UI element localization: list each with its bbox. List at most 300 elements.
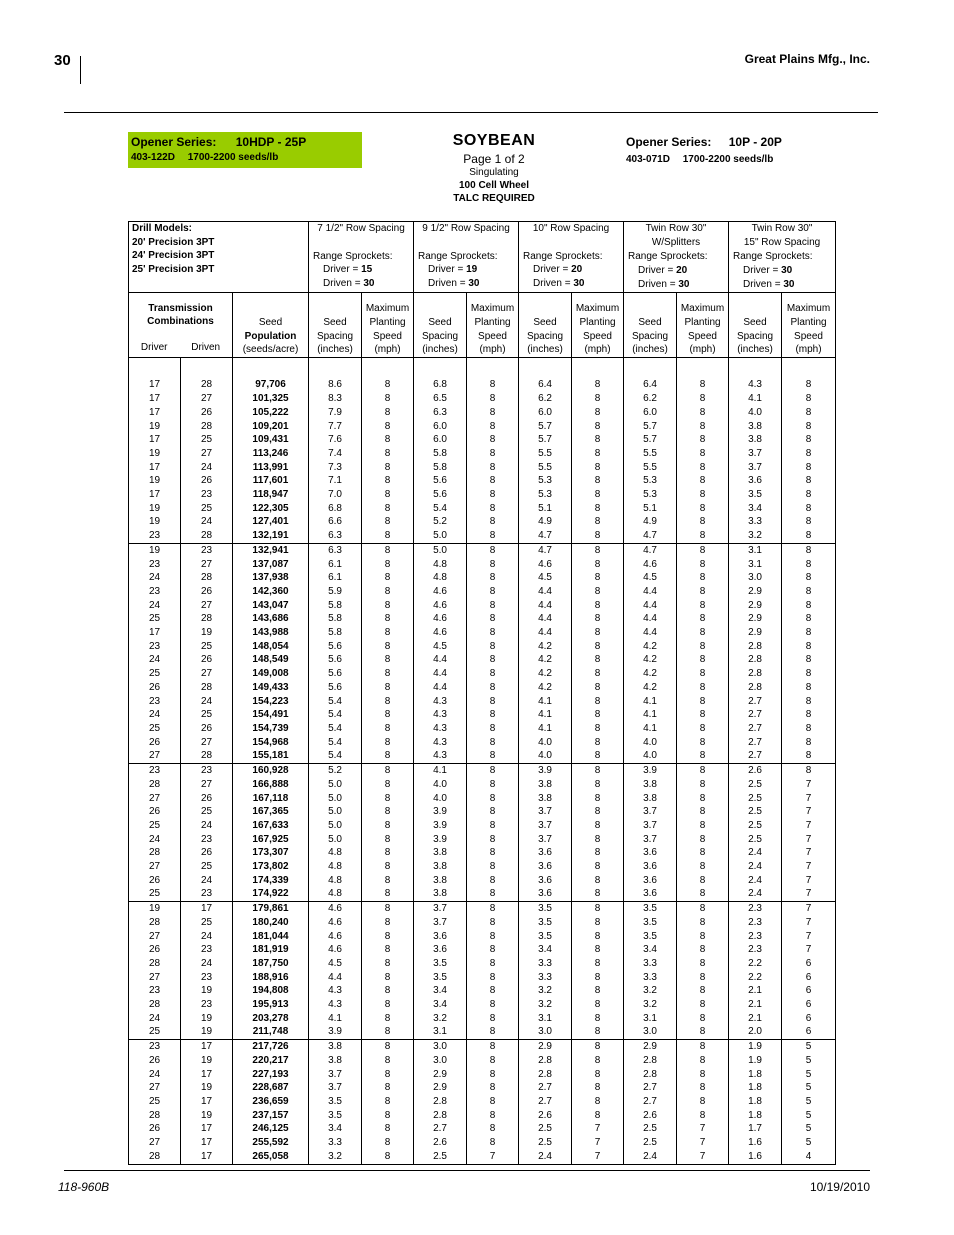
table-cell: 3.7 bbox=[729, 447, 782, 461]
left-opener-seeds: 1700-2200 seeds/lb bbox=[187, 152, 279, 163]
table-cell: 25 bbox=[129, 722, 181, 736]
seed-population-cell: 154,223 bbox=[233, 695, 309, 709]
table-cell: 8 bbox=[572, 406, 624, 420]
table-cell: 2.6 bbox=[519, 1109, 572, 1123]
table-cell: 26 bbox=[129, 805, 181, 819]
table-cell: 24 bbox=[181, 515, 233, 529]
seed-population-cell: 137,938 bbox=[233, 571, 309, 585]
table-cell: 8 bbox=[572, 433, 624, 447]
table-cell: 8 bbox=[467, 998, 519, 1012]
table-cell: 5 bbox=[782, 1095, 836, 1109]
table-cell: 6 bbox=[782, 957, 836, 971]
seed-population-cell: 142,360 bbox=[233, 585, 309, 599]
table-cell: 2.6 bbox=[624, 1109, 677, 1123]
table-cell: 8 bbox=[362, 1012, 414, 1026]
seed-population-cell: 97,706 bbox=[233, 378, 309, 392]
table-cell: 4.5 bbox=[624, 571, 677, 585]
table-cell: 8 bbox=[677, 1109, 729, 1123]
table-cell: 8 bbox=[677, 695, 729, 709]
table-cell: 5 bbox=[782, 1136, 836, 1150]
table-cell: 4.8 bbox=[309, 874, 362, 888]
table-cell: 3.9 bbox=[414, 805, 467, 819]
table-cell: 19 bbox=[129, 502, 181, 516]
table-cell: 8 bbox=[362, 433, 414, 447]
driven-sprocket: 30 bbox=[678, 278, 690, 290]
table-cell: 3.5 bbox=[414, 957, 467, 971]
table-cell: 8 bbox=[362, 695, 414, 709]
table-cell: 2.5 bbox=[729, 805, 782, 819]
table-row bbox=[129, 681, 836, 695]
table-cell: 8 bbox=[467, 805, 519, 819]
seed-population-cell: 143,047 bbox=[233, 599, 309, 613]
table-cell: 8 bbox=[572, 930, 624, 944]
table-row bbox=[129, 764, 836, 778]
table-cell: 19 bbox=[129, 474, 181, 488]
table-cell: 3.9 bbox=[624, 764, 677, 778]
table-cell: 5.0 bbox=[309, 778, 362, 792]
table-cell: 4.0 bbox=[624, 736, 677, 750]
table-cell: 8 bbox=[572, 1025, 624, 1039]
table-cell: 7.0 bbox=[309, 488, 362, 502]
table-cell: 4.6 bbox=[414, 626, 467, 640]
table-row bbox=[129, 930, 836, 944]
table-cell: 8 bbox=[362, 474, 414, 488]
table-cell: 8 bbox=[572, 392, 624, 406]
table-row bbox=[129, 695, 836, 709]
table-cell: 25 bbox=[181, 640, 233, 654]
table-cell: 4.1 bbox=[624, 708, 677, 722]
table-cell: 7 bbox=[677, 1136, 729, 1150]
table-cell: 8 bbox=[467, 792, 519, 806]
table-cell: 2.9 bbox=[519, 1040, 572, 1054]
table-cell: 8 bbox=[467, 474, 519, 488]
table-cell: 27 bbox=[181, 667, 233, 681]
table-cell: 3.4 bbox=[414, 984, 467, 998]
table-cell: 23 bbox=[129, 558, 181, 572]
table-cell: 4.2 bbox=[624, 653, 677, 667]
table-cell: 8 bbox=[677, 957, 729, 971]
table-cell: 8 bbox=[467, 681, 519, 695]
table-cell: 8 bbox=[782, 749, 836, 763]
table-cell: 8 bbox=[782, 708, 836, 722]
table-cell: 3.3 bbox=[729, 515, 782, 529]
table-cell: 2.3 bbox=[729, 930, 782, 944]
table-cell: 6 bbox=[782, 1025, 836, 1039]
seed-population-cell: 188,916 bbox=[233, 971, 309, 985]
table-cell: 4.2 bbox=[624, 667, 677, 681]
table-cell: 6.8 bbox=[309, 502, 362, 516]
seed-population-cell: 143,988 bbox=[233, 626, 309, 640]
table-cell: 4.8 bbox=[309, 860, 362, 874]
seed-population-cell: 148,549 bbox=[233, 653, 309, 667]
table-cell: 2.3 bbox=[729, 902, 782, 916]
table-cell: 3.1 bbox=[729, 558, 782, 572]
table-cell: 5.1 bbox=[624, 502, 677, 516]
table-cell: 24 bbox=[129, 653, 181, 667]
table-cell: 4.6 bbox=[309, 916, 362, 930]
table-cell: 3.7 bbox=[309, 1081, 362, 1095]
table-row bbox=[129, 792, 836, 806]
table-cell: 23 bbox=[181, 971, 233, 985]
table-cell: 3.6 bbox=[519, 846, 572, 860]
table-cell: 5 bbox=[782, 1122, 836, 1136]
table-cell: 8 bbox=[677, 585, 729, 599]
table-cell: 8 bbox=[677, 543, 729, 557]
table-cell: 8 bbox=[467, 1040, 519, 1054]
table-cell: 8 bbox=[677, 874, 729, 888]
range-sprockets: Range Sprockets: Driver = 20 Driven = 30 bbox=[628, 251, 708, 290]
driven-column-header: Driven bbox=[191, 342, 221, 354]
seed-population-cell: 137,087 bbox=[233, 558, 309, 572]
table-cell: 8 bbox=[362, 1122, 414, 1136]
table-cell: 28 bbox=[129, 916, 181, 930]
table-header-models bbox=[129, 222, 836, 293]
table-cell: 8 bbox=[782, 612, 836, 626]
table-cell: 8 bbox=[362, 1150, 414, 1164]
seed-population-cell: 127,401 bbox=[233, 515, 309, 529]
table-cell: 4.0 bbox=[414, 778, 467, 792]
table-cell: 8 bbox=[467, 846, 519, 860]
table-row bbox=[129, 833, 836, 847]
table-cell: 4.3 bbox=[729, 378, 782, 392]
table-row bbox=[129, 860, 836, 874]
table-cell: 8 bbox=[572, 420, 624, 434]
table-cell: 3.5 bbox=[624, 916, 677, 930]
table-cell: 6.4 bbox=[519, 378, 572, 392]
table-cell: 5 bbox=[782, 1068, 836, 1082]
table-cell: 8 bbox=[677, 1040, 729, 1054]
table-cell: 8 bbox=[467, 943, 519, 957]
table-cell: 1.9 bbox=[729, 1040, 782, 1054]
table-row bbox=[129, 1109, 836, 1123]
table-cell: 3.5 bbox=[309, 1109, 362, 1123]
table-cell: 8 bbox=[782, 667, 836, 681]
company-name: Great Plains Mfg., Inc. bbox=[744, 52, 870, 66]
table-cell: 5.4 bbox=[309, 749, 362, 763]
table-cell: 8 bbox=[572, 515, 624, 529]
header-rule bbox=[64, 112, 878, 113]
table-cell: 8 bbox=[677, 902, 729, 916]
table-cell: 8 bbox=[572, 860, 624, 874]
table-cell: 8 bbox=[362, 998, 414, 1012]
seed-population-cell: 160,928 bbox=[233, 764, 309, 778]
max-speed-header: Maximum Planting Speed (mph) bbox=[677, 292, 729, 357]
table-cell: 8 bbox=[572, 984, 624, 998]
table-cell: 24 bbox=[181, 819, 233, 833]
seed-population-cell: 113,991 bbox=[233, 461, 309, 475]
table-cell: 17 bbox=[129, 406, 181, 420]
range-sprockets: Range Sprockets: Driver = 19 Driven = 30 bbox=[418, 250, 498, 290]
driver-column-header: Driver bbox=[140, 342, 168, 354]
seed-population-cell: 143,686 bbox=[233, 612, 309, 626]
table-cell: 8 bbox=[467, 420, 519, 434]
right-opener-box bbox=[626, 135, 846, 165]
table-cell: 7 bbox=[782, 902, 836, 916]
table-cell: 8 bbox=[677, 392, 729, 406]
table-row bbox=[129, 984, 836, 998]
table-cell: 8 bbox=[362, 502, 414, 516]
table-cell: 3.2 bbox=[729, 529, 782, 543]
table-cell: 8 bbox=[362, 749, 414, 763]
table-cell: 2.5 bbox=[519, 1136, 572, 1150]
table-cell: 8 bbox=[677, 447, 729, 461]
table-cell: 8 bbox=[782, 420, 836, 434]
seed-population-cell: 180,240 bbox=[233, 916, 309, 930]
table-cell: 3.3 bbox=[624, 971, 677, 985]
table-cell: 25 bbox=[181, 433, 233, 447]
table-cell: 8 bbox=[362, 612, 414, 626]
table-cell: 2.5 bbox=[519, 1122, 572, 1136]
table-cell: 28 bbox=[129, 1150, 181, 1164]
table-cell: 2.5 bbox=[729, 833, 782, 847]
table-cell: 24 bbox=[129, 599, 181, 613]
table-cell: 27 bbox=[129, 1081, 181, 1095]
table-cell: 8 bbox=[782, 571, 836, 585]
table-row bbox=[129, 1081, 836, 1095]
table-row bbox=[129, 736, 836, 750]
table-cell: 8 bbox=[572, 1109, 624, 1123]
table-row bbox=[129, 667, 836, 681]
table-cell: 24 bbox=[129, 571, 181, 585]
table-cell: 3.8 bbox=[729, 420, 782, 434]
table-cell: 3.2 bbox=[519, 984, 572, 998]
table-cell: 4.4 bbox=[414, 653, 467, 667]
table-cell: 2.8 bbox=[729, 653, 782, 667]
table-cell: 8 bbox=[677, 599, 729, 613]
table-cell: 6.0 bbox=[414, 433, 467, 447]
table-cell: 8 bbox=[362, 984, 414, 998]
table-cell: 6 bbox=[782, 984, 836, 998]
table-cell: 24 bbox=[129, 1068, 181, 1082]
seed-population-cell: 117,601 bbox=[233, 474, 309, 488]
table-cell: 8 bbox=[677, 626, 729, 640]
driver-sprocket: 20 bbox=[676, 265, 688, 277]
table-cell: 8 bbox=[362, 378, 414, 392]
table-cell: 4.4 bbox=[414, 681, 467, 695]
table-cell: 8 bbox=[572, 626, 624, 640]
table-cell: 2.7 bbox=[519, 1081, 572, 1095]
table-cell: 3.1 bbox=[519, 1012, 572, 1026]
table-cell: 17 bbox=[181, 1150, 233, 1164]
spacing-title: Twin Row 30" bbox=[751, 223, 813, 234]
table-cell: 28 bbox=[129, 1109, 181, 1123]
table-cell: 1.8 bbox=[729, 1068, 782, 1082]
range-sprockets: Range Sprockets: Driver = 30 Driven = 30 bbox=[733, 251, 813, 290]
table-row bbox=[129, 420, 836, 434]
table-cell: 4.8 bbox=[309, 887, 362, 901]
table-cell: 5 bbox=[782, 1040, 836, 1054]
table-cell: 5.4 bbox=[309, 736, 362, 750]
table-cell: 5.8 bbox=[414, 461, 467, 475]
table-cell: 24 bbox=[129, 708, 181, 722]
table-cell: 8 bbox=[362, 833, 414, 847]
table-cell: 5.5 bbox=[519, 461, 572, 475]
table-cell: 28 bbox=[181, 612, 233, 626]
spacing-header-9-5 bbox=[414, 222, 519, 293]
spacing-title: Twin Row 30" bbox=[645, 223, 707, 234]
table-cell: 23 bbox=[129, 695, 181, 709]
table-cell: 8 bbox=[572, 653, 624, 667]
table-cell: 8 bbox=[362, 1068, 414, 1082]
table-cell: 8 bbox=[467, 585, 519, 599]
table-cell: 28 bbox=[181, 571, 233, 585]
seed-population-cell: 101,325 bbox=[233, 392, 309, 406]
table-cell: 28 bbox=[129, 778, 181, 792]
seed-spacing-header: Seed Spacing (inches) bbox=[729, 292, 782, 357]
table-cell: 4.7 bbox=[519, 543, 572, 557]
driver-sprocket: 20 bbox=[571, 264, 583, 276]
table-cell: 5.6 bbox=[309, 640, 362, 654]
table-cell: 2.8 bbox=[624, 1068, 677, 1082]
table-cell: 5.6 bbox=[414, 488, 467, 502]
table-cell: 4.1 bbox=[519, 722, 572, 736]
table-cell: 8 bbox=[572, 461, 624, 475]
seed-spacing-header: Seed Spacing (inches) bbox=[624, 292, 677, 357]
table-cell: 3.4 bbox=[624, 943, 677, 957]
table-cell: 7 bbox=[782, 805, 836, 819]
table-cell: 4.2 bbox=[519, 640, 572, 654]
page-number-divider bbox=[80, 56, 81, 84]
table-cell: 4.8 bbox=[414, 571, 467, 585]
table-cell: 8 bbox=[467, 543, 519, 557]
table-cell: 4.0 bbox=[729, 406, 782, 420]
table-cell: 27 bbox=[129, 971, 181, 985]
seed-population-cell: 105,222 bbox=[233, 406, 309, 420]
transmission-header: Transmission Combinations Driver Driven bbox=[129, 292, 233, 357]
table-cell: 6.1 bbox=[309, 571, 362, 585]
seed-population-cell: 149,433 bbox=[233, 681, 309, 695]
table-cell: 8 bbox=[467, 819, 519, 833]
table-cell: 5.3 bbox=[624, 474, 677, 488]
table-cell: 8 bbox=[572, 667, 624, 681]
table-cell: 7 bbox=[782, 916, 836, 930]
table-cell: 27 bbox=[129, 792, 181, 806]
table-cell: 4.4 bbox=[624, 599, 677, 613]
max-speed-header: Maximum Planting Speed (mph) bbox=[467, 292, 519, 357]
table-cell: 6 bbox=[782, 1012, 836, 1026]
table-cell: 26 bbox=[181, 722, 233, 736]
table-cell: 26 bbox=[129, 736, 181, 750]
table-cell: 3.5 bbox=[519, 902, 572, 916]
table-row bbox=[129, 392, 836, 406]
seed-population-cell: 109,431 bbox=[233, 433, 309, 447]
table-cell: 24 bbox=[129, 833, 181, 847]
table-cell: 5.0 bbox=[309, 792, 362, 806]
table-cell: 4.4 bbox=[519, 585, 572, 599]
table-cell: 3.0 bbox=[414, 1040, 467, 1054]
seed-population-cell: 154,968 bbox=[233, 736, 309, 750]
driver-sprocket: 30 bbox=[781, 265, 793, 277]
max-speed-header: Maximum Planting Speed (mph) bbox=[362, 292, 414, 357]
header-spacer bbox=[129, 357, 836, 378]
table-cell: 8 bbox=[572, 778, 624, 792]
table-cell: 8 bbox=[782, 515, 836, 529]
table-row bbox=[129, 902, 836, 916]
table-cell: 4.2 bbox=[519, 667, 572, 681]
table-cell: 8 bbox=[677, 433, 729, 447]
table-cell: 8 bbox=[677, 998, 729, 1012]
table-cell: 2.8 bbox=[729, 667, 782, 681]
table-cell: 8 bbox=[572, 558, 624, 572]
driven-sprocket: 30 bbox=[573, 278, 585, 290]
table-cell: 6.4 bbox=[624, 378, 677, 392]
table-row bbox=[129, 558, 836, 572]
table-cell: 8 bbox=[362, 406, 414, 420]
table-cell: 27 bbox=[181, 447, 233, 461]
table-cell: 8 bbox=[467, 736, 519, 750]
table-cell: 8 bbox=[677, 708, 729, 722]
table-cell: 1.8 bbox=[729, 1095, 782, 1109]
table-row bbox=[129, 1068, 836, 1082]
left-opener-label: Opener Series: bbox=[131, 135, 217, 149]
table-cell: 4.1 bbox=[624, 695, 677, 709]
seed-population-cell: 149,008 bbox=[233, 667, 309, 681]
table-cell: 8 bbox=[782, 392, 836, 406]
table-cell: 8 bbox=[572, 833, 624, 847]
seed-rate-table bbox=[128, 221, 836, 1165]
table-cell: 7 bbox=[782, 792, 836, 806]
drill-model: 25' Precision 3PT bbox=[132, 264, 215, 276]
seed-population-cell: 173,307 bbox=[233, 846, 309, 860]
table-cell: 6.8 bbox=[414, 378, 467, 392]
table-cell: 4.1 bbox=[414, 764, 467, 778]
table-cell: 4.4 bbox=[309, 971, 362, 985]
table-cell: 5.8 bbox=[414, 447, 467, 461]
table-cell: 8 bbox=[782, 736, 836, 750]
table-row bbox=[129, 461, 836, 475]
table-cell: 4.6 bbox=[414, 612, 467, 626]
spacing-header-twin-15 bbox=[729, 222, 836, 293]
table-cell: 8 bbox=[782, 474, 836, 488]
table-cell: 4.7 bbox=[624, 529, 677, 543]
table-cell: 3.8 bbox=[624, 778, 677, 792]
table-cell: 8 bbox=[572, 599, 624, 613]
table-cell: 8 bbox=[677, 461, 729, 475]
table-cell: 17 bbox=[129, 392, 181, 406]
table-cell: 8 bbox=[362, 778, 414, 792]
table-cell: 8 bbox=[677, 930, 729, 944]
table-cell: 26 bbox=[129, 943, 181, 957]
table-cell: 3.8 bbox=[414, 887, 467, 901]
table-cell: 6.3 bbox=[414, 406, 467, 420]
table-cell: 6 bbox=[782, 998, 836, 1012]
table-cell: 5.7 bbox=[519, 433, 572, 447]
table-cell: 2.5 bbox=[414, 1150, 467, 1164]
table-cell: 17 bbox=[129, 488, 181, 502]
table-cell: 5.4 bbox=[309, 708, 362, 722]
table-cell: 4.4 bbox=[414, 667, 467, 681]
spacing-title: 7 1/2" Row Spacing bbox=[317, 223, 405, 234]
table-cell: 17 bbox=[181, 1136, 233, 1150]
table-cell: 8 bbox=[467, 392, 519, 406]
left-opener-box bbox=[128, 132, 362, 168]
table-cell: 8 bbox=[677, 488, 729, 502]
drill-model: 20' Precision 3PT bbox=[132, 236, 215, 248]
table-cell: 8 bbox=[572, 571, 624, 585]
table-cell: 5.3 bbox=[519, 488, 572, 502]
table-cell: 25 bbox=[129, 1095, 181, 1109]
table-cell: 8 bbox=[467, 971, 519, 985]
table-cell: 23 bbox=[181, 887, 233, 901]
seed-population-cell: 109,201 bbox=[233, 420, 309, 434]
table-cell: 4.8 bbox=[414, 558, 467, 572]
table-cell: 17 bbox=[129, 433, 181, 447]
table-cell: 8 bbox=[572, 1012, 624, 1026]
table-cell: 2.8 bbox=[729, 640, 782, 654]
table-cell: 7.6 bbox=[309, 433, 362, 447]
table-cell: 8 bbox=[572, 957, 624, 971]
table-cell: 8 bbox=[362, 722, 414, 736]
